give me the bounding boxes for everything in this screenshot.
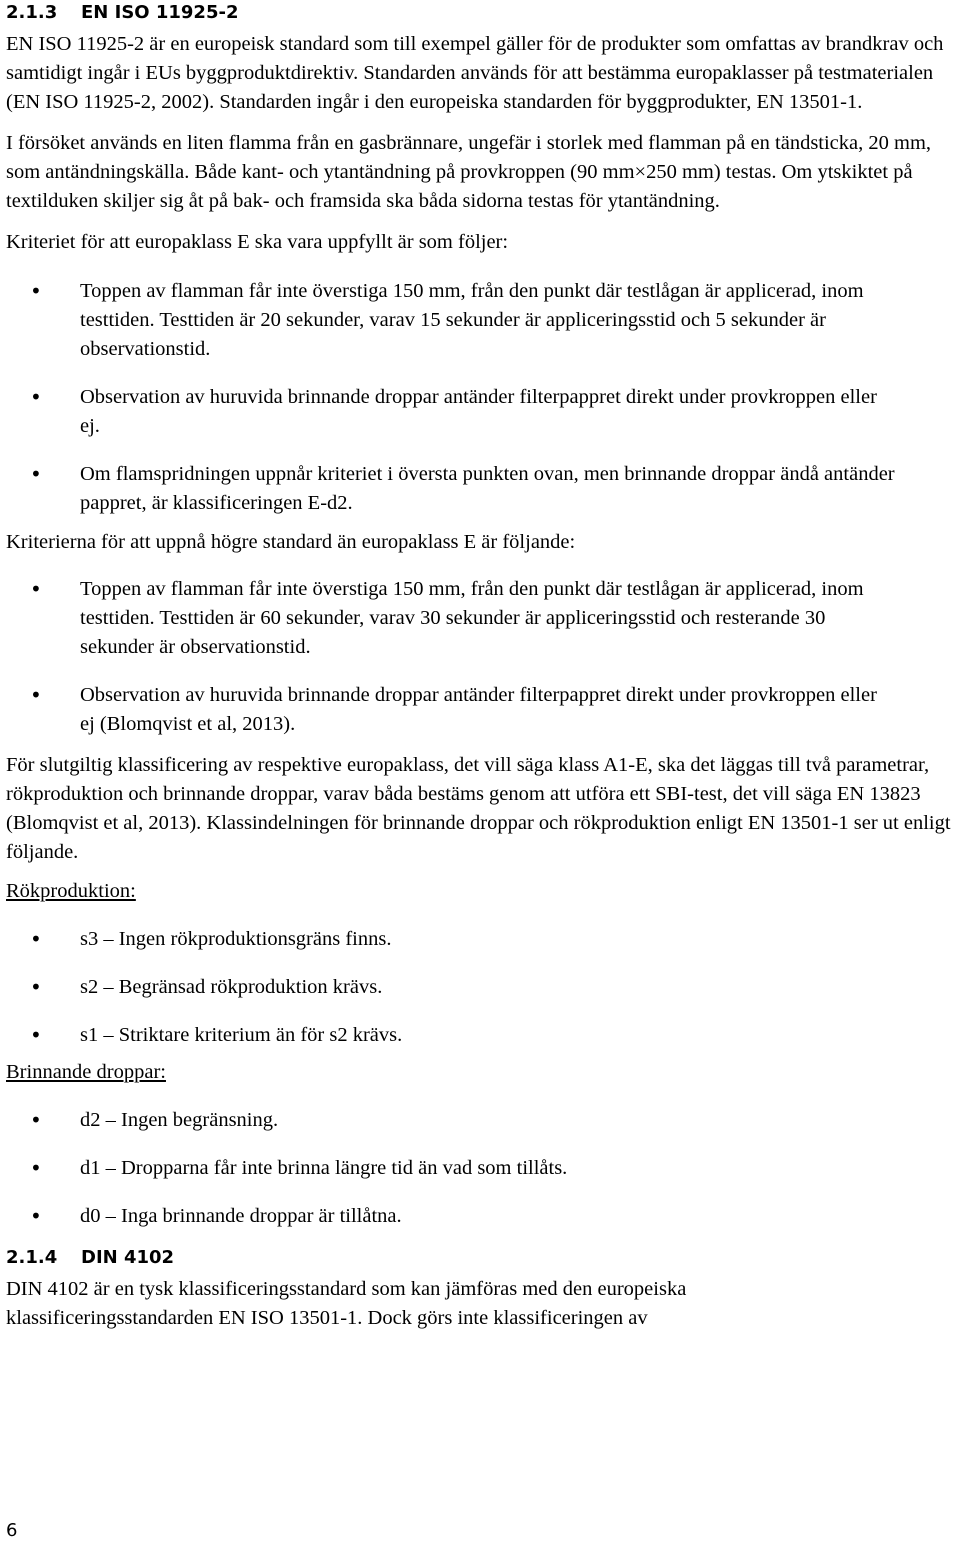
section-heading-2-1-3 [6,0,956,26]
section-number: 2.1.3 [6,2,58,23]
list-item-text: s1 – Striktare kriterium än för s2 krävs. [80,1024,403,1046]
list-item [6,1202,956,1231]
criteria-e-list [6,277,956,518]
page-number: 6 [6,1520,18,1541]
paragraph-test-description: I försöket används en liten flamma från en gasbrännare, ungefär i storlek med flamman på en tändsticka, 20 mm, som antändningskälla. Både kant- och ytantändning på provkroppen (90 mm×250 mm) testas. Om ytskiktet på textilduken skiljer sig åt på bak- och framsida ska båda sidorna testas för ytantändning. [6,132,932,212]
section-heading-2-1-4 [6,1245,956,1271]
list-item [6,1154,956,1183]
list-item-text: s3 – Ingen rökproduktionsgräns finns. [80,928,392,950]
list-item-text: Toppen av flamman får inte överstiga 150 mm, från den punkt där testlågan är applicerad, inom testtiden. Testtiden är 20 sekunder, varav 15 sekunder är appliceringsstid och 5 sekunder är observationstid. [80,280,864,360]
droplet-classes-list [6,1106,956,1231]
list-item [6,460,950,518]
list-item-text: Toppen av flamman får inte överstiga 150 mm, från den punkt där testlågan är applicerad, inom testtiden. Testtiden är 60 sekunder, varav 30 sekunder är appliceringsstid och resterande 30 sekunder är observationstid. [80,578,864,658]
paragraph-criteria-e: Kriteriet för att europaklass E ska vara uppfyllt är som följer: [6,231,509,253]
list-item-text: d1 – Dropparna får inte brinna längre tid än vad som tillåts. [80,1157,568,1179]
list-item-text: s2 – Begränsad rökproduktion krävs. [80,976,383,998]
criteria-higher-list [6,575,956,739]
paragraph-intro: EN ISO 11925-2 är en europeisk standard som till exempel gäller för de produkter som omfattas av brandkrav och samtidigt ingår i EUs byggproduktdirektiv. Standarden används för att bestämma europaklasser på testmaterialen (EN ISO 11925-2, 2002). Standarden ingår i den europeiska standarden för byggprodukter, EN 13501-1. [6,33,944,113]
list-item-text: d0 – Inga brinnande droppar är tillåtna. [80,1205,402,1227]
list-item [6,1021,956,1050]
list-item [6,383,886,441]
list-item [6,973,956,1002]
list-item [6,681,886,739]
list-item [6,277,886,364]
smoke-classes-list [6,925,956,1050]
burning-droplets-heading: Brinnande droppar: [6,1061,166,1083]
section-title: DIN 4102 [81,1247,175,1268]
list-item-text: d2 – Ingen begränsning. [80,1109,279,1131]
section-title: EN ISO 11925-2 [81,2,239,23]
list-item [6,575,886,662]
list-item-text: Observation av huruvida brinnande droppar antänder filterpappret direkt under provkroppen eller ej (Blomqvist et al, 2013). [80,684,877,735]
list-item [6,1106,956,1135]
smoke-production-heading: Rökproduktion: [6,880,136,902]
paragraph-din-4102: DIN 4102 är en tysk klassificeringsstandard som kan jämföras med den europeiska klassificeringsstandarden EN ISO 13501-1. Dock görs inte klassificeringen av [6,1278,687,1329]
document-page [6,0,956,1333]
paragraph-criteria-higher: Kriterierna för att uppnå högre standard än europaklass E är följande: [6,531,576,553]
list-item-text: Om flamspridningen uppnår kriteriet i översta punkten ovan, men brinnande droppar ändå antänder pappret, är klassificeringen E-d2. [80,463,895,514]
list-item-text: Observation av huruvida brinnande droppar antänder filterpappret direkt under provkroppen eller ej. [80,386,877,437]
section-number: 2.1.4 [6,1247,58,1268]
paragraph-final-classification: För slutgiltig klassificering av respektive europaklass, det vill säga klass A1-E, ska det läggas till två parametrar, rökproduktion och brinnande droppar, varav båda bestäms genom att utföra ett SBI-test, det vill säga EN 13823 (Blomqvist et al, 2013). Klassindelningen för brinnande droppar och rökproduktion enligt EN 13501-1 ser ut enligt följande. [6,754,951,863]
list-item [6,925,956,954]
